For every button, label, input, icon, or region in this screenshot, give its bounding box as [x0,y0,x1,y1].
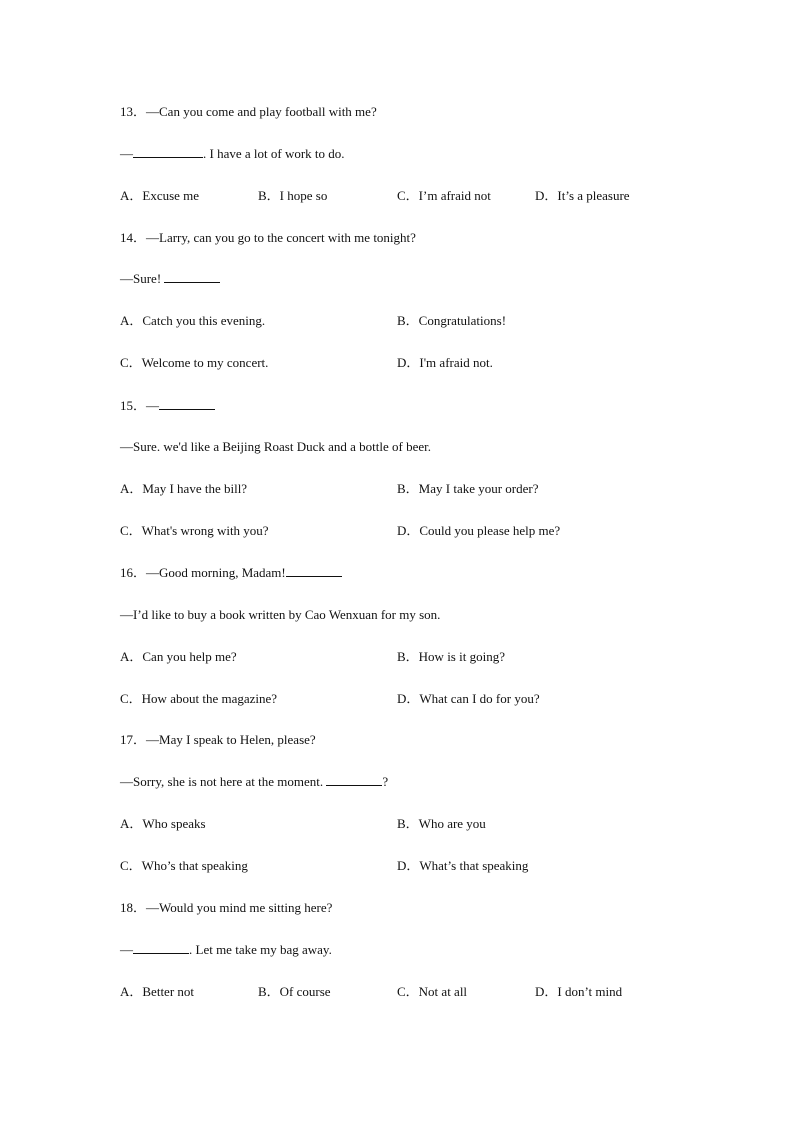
option-b: B．May I take your order? [397,481,539,496]
option-c: C．Welcome to my concert. [120,355,269,370]
option-d: D．What’s that speaking [397,858,529,873]
option-d: D．It’s a pleasure [535,188,630,203]
answer-blank [164,270,220,283]
response-text: . Let me take my bag away. [189,942,332,957]
option-b: B．Congratulations! [397,313,507,328]
question-text: —Would you mind me sitting here? [146,900,333,915]
question-number: 17． [120,732,147,747]
question-number: 16． [120,565,147,580]
question-13-prompt [120,103,377,121]
option-d: D．Could you please help me? [397,523,561,538]
option-a: A．Can you help me? [120,649,237,664]
option-b: B．How is it going? [397,649,505,664]
question-number: 15． [120,398,147,413]
question-text: —May I speak to Helen, please? [146,732,316,747]
prompt-prefix: — [146,398,160,413]
response-text: —I’d like to buy a book written by Cao Wenxuan for my son. [120,607,441,622]
option-a: A．Better not [120,984,195,999]
question-15-response [120,438,431,456]
response-text: —Sure. we'd like a Beijing Roast Duck and a bottle of beer. [120,439,432,454]
question-15-prompt [120,397,215,415]
option-d: D．What can I do for you? [397,691,540,706]
question-16-response [120,606,440,624]
option-c: C．Who’s that speaking [120,858,248,873]
answer-blank [326,773,382,786]
question-text: —Larry, can you go to the concert with me tonight? [146,230,416,245]
answer-blank [286,564,342,577]
question-text: —Good morning, Madam! [146,565,286,580]
question-18-prompt [120,899,332,917]
question-text: —Can you come and play football with me? [146,104,377,119]
question-16-prompt [120,564,342,582]
answer-blank [159,397,215,410]
option-b: B．I hope so [258,188,328,203]
option-c: C．Not at all [397,984,468,999]
response-suffix: ? [382,774,389,789]
question-17-response [120,773,388,791]
response-text: —Sure! [120,271,165,286]
question-14-response [120,270,220,288]
response-prefix: — [120,146,133,161]
answer-blank [133,941,189,954]
question-17-prompt [120,731,316,749]
option-c: C．How about the magazine? [120,691,278,706]
option-a: A．Who speaks [120,816,206,831]
question-number: 13． [120,104,147,119]
option-c: C．What's wrong with you? [120,523,269,538]
response-prefix: —Sorry, she is not here at the moment. [120,774,327,789]
answer-blank [133,145,203,158]
option-a: A．Excuse me [120,188,200,203]
option-c: C．I’m afraid not [397,188,491,203]
response-prefix: — [120,942,133,957]
question-number: 18． [120,900,147,915]
question-number: 14． [120,230,147,245]
option-a: A．Catch you this evening. [120,313,266,328]
option-d: D．I'm afraid not. [397,355,493,370]
option-d: D．I don’t mind [535,984,623,999]
question-14-prompt [120,229,416,247]
question-18-response [120,941,332,959]
response-text: . I have a lot of work to do. [203,146,345,161]
option-b: B．Who are you [397,816,486,831]
option-b: B．Of course [258,984,331,999]
option-a: A．May I have the bill? [120,481,248,496]
question-13-response [120,145,345,163]
